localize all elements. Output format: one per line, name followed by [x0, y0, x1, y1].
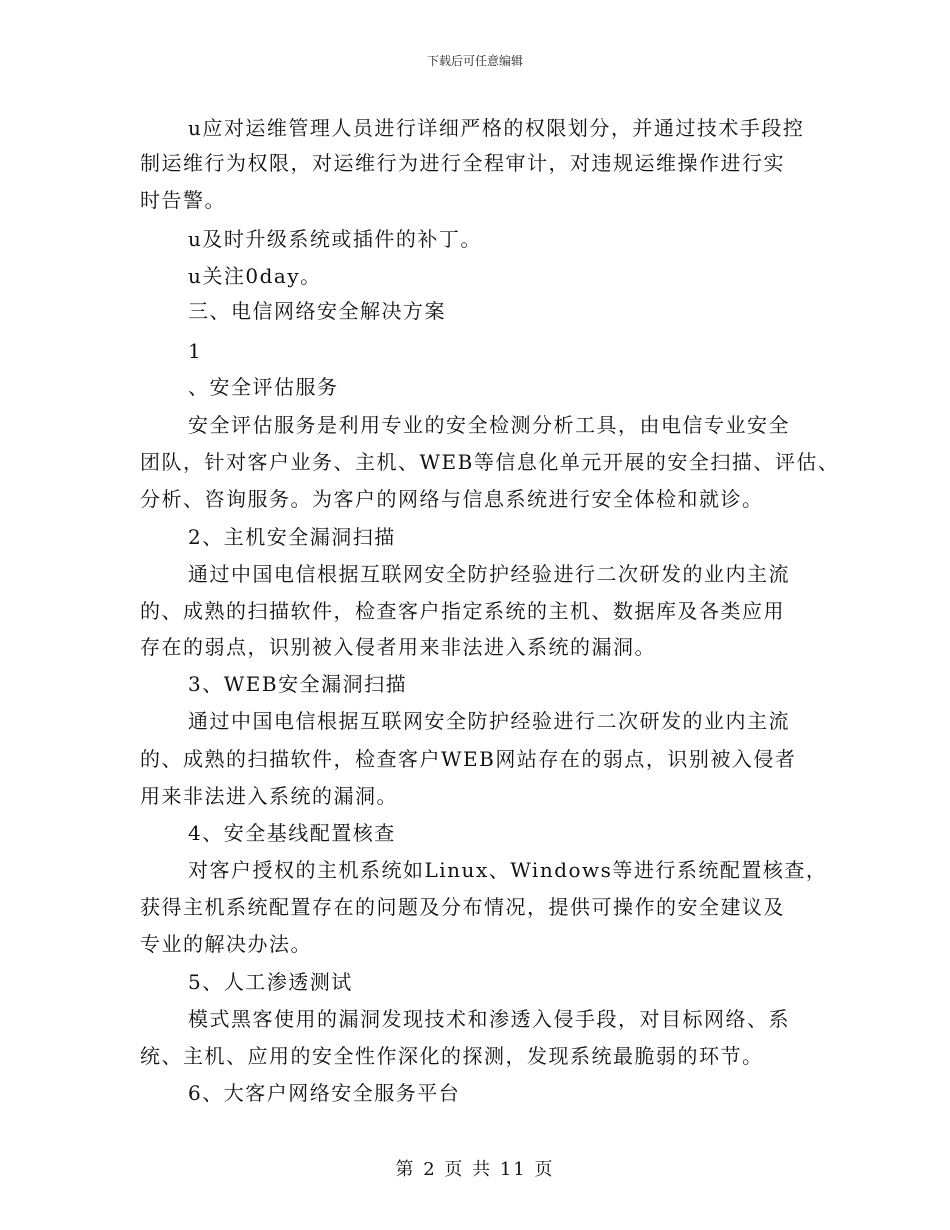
paragraph-line: 存在的弱点，识别被入侵者用来非法进入系统的漏洞。 [140, 635, 656, 659]
paragraph-line: 团队，针对客户业务、主机、WEB等信息化单元开展的安全扫描、评估、 [140, 450, 840, 474]
subsection-heading: 4、安全基线配置核查 [188, 821, 396, 845]
paragraph-line: 安全评估服务是利用专业的安全检测分析工具，由电信专业安全 [188, 413, 790, 437]
subsection-heading: 、安全评估服务 [188, 375, 339, 399]
paragraph-line: 统、主机、应用的安全性作深化的探测，发现系统最脆弱的环节。 [140, 1044, 764, 1068]
paragraph-line: 专业的解决办法。 [140, 932, 312, 956]
paragraph-line: 的、成熟的扫描软件，检查客户WEB网站存在的弱点，识别被入侵者 [140, 747, 797, 771]
paragraph-line: 用来非法进入系统的漏洞。 [140, 784, 398, 808]
subsection-heading: 3、WEB安全漏洞扫描 [188, 672, 408, 696]
subsection-heading: 5、人工渗透测试 [188, 970, 353, 994]
paragraph-line: u应对运维管理人员进行详细严格的权限划分，并通过技术手段控 [188, 116, 805, 140]
paragraph-line: u关注0day。 [188, 264, 322, 288]
subsection-heading: 6、大客户网络安全服务平台 [188, 1081, 461, 1105]
subsection-number: 1 [188, 339, 203, 363]
section-heading: 三、电信网络安全解决方案 [188, 299, 446, 323]
paragraph-line: 通过中国电信根据互联网安全防护经验进行二次研发的业内主流 [188, 709, 790, 733]
paragraph-line: u及时升级系统或插件的补丁。 [188, 227, 482, 251]
paragraph-line: 制运维行为权限，对运维行为进行全程审计，对违规运维操作进行实 [140, 151, 785, 175]
paragraph-line: 分析、咨询服务。为客户的网络与信息系统进行安全体检和就诊。 [140, 487, 764, 511]
paragraph-line: 通过中国电信根据互联网安全防护经验进行二次研发的业内主流 [188, 562, 790, 586]
page-header: 下载后可任意编辑 [426, 54, 523, 68]
paragraph-line: 时告警。 [140, 188, 226, 212]
paragraph-line: 模式黑客使用的漏洞发现技术和渗透入侵手段，对目标网络、系 [188, 1007, 790, 1031]
paragraph-line: 对客户授权的主机系统如Linux、Windows等进行系统配置核查， [188, 858, 828, 882]
paragraph-line: 获得主机系统配置存在的问题及分布情况，提供可操作的安全建议及 [140, 895, 785, 919]
page-footer: 第 2 页 共 11 页 [395, 1159, 555, 1180]
subsection-heading: 2、主机安全漏洞扫描 [188, 525, 396, 549]
paragraph-line: 的、成熟的扫描软件，检查客户指定系统的主机、数据库及各类应用 [140, 599, 785, 623]
